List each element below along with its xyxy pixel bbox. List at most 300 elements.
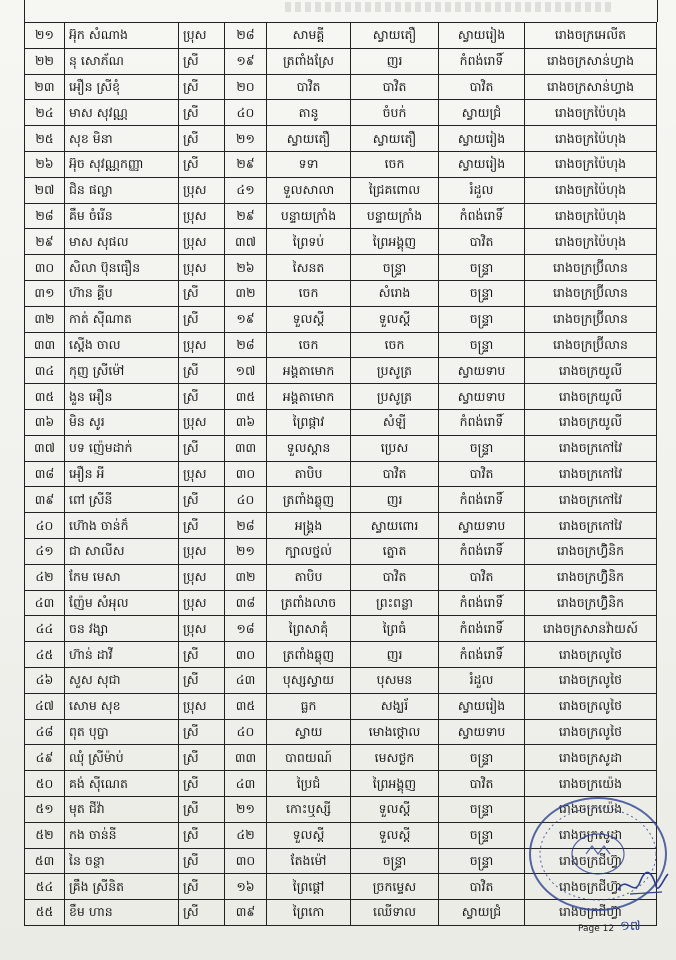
row-number: ៤២	[25, 564, 65, 590]
worker-name: ឈុំ ស្រីម៉ាប់	[65, 745, 179, 771]
birth-commune: តែងម៉ៅ	[267, 848, 351, 874]
home-district: រំដួល	[439, 667, 525, 693]
factory-name: រោងចក្រកៅវៃ	[525, 487, 657, 513]
birth-commune: តានូ	[267, 100, 351, 126]
factory-name: រោងចក្រកៅវៃ	[525, 513, 657, 539]
worker-name: នៃ ចន្ថា	[65, 848, 179, 874]
row-number: ២៦	[25, 151, 65, 177]
factory-name: រោងចក្រប៊្រីលាន	[525, 255, 657, 281]
faded-header-remnant	[285, 2, 615, 12]
home-district: ស្វាយរៀង	[439, 151, 525, 177]
table-row	[25, 255, 657, 281]
birth-commune: កោះឬស្សី	[267, 796, 351, 822]
home-commune: ញរ	[351, 642, 439, 668]
worker-sex: ប្រុស	[179, 590, 225, 616]
worker-name: ញ៉ែម សំអុល	[65, 590, 179, 616]
row-number: ២៨	[25, 203, 65, 229]
factory-name: រោងចក្រលូថៃ	[525, 719, 657, 745]
worker-name: សោម សុខ	[65, 693, 179, 719]
roster-body	[25, 23, 657, 926]
worker-age: ៤២	[225, 822, 267, 848]
table-row	[25, 848, 657, 874]
home-commune: ទួលស្តី	[351, 306, 439, 332]
birth-commune: ទួលស្តី	[267, 822, 351, 848]
worker-name: នុ សោភ័ណ	[65, 48, 179, 74]
home-commune: ចន្ទ្រា	[351, 255, 439, 281]
worker-age: ១៧	[225, 358, 267, 384]
worker-name: គឹម ចំរើន	[65, 203, 179, 229]
home-commune: ញរ	[351, 48, 439, 74]
worker-name: កែម មេសា	[65, 564, 179, 590]
factory-name: រោងចក្រជីហ៊្វា	[525, 874, 657, 900]
worker-age: ១៩	[225, 48, 267, 74]
birth-commune: ត្រពាំងស្រែ	[267, 48, 351, 74]
birth-commune: ទទា	[267, 151, 351, 177]
row-number: ៣៨	[25, 461, 65, 487]
birth-commune: អង្គ្រង	[267, 513, 351, 539]
row-number: ៣១	[25, 280, 65, 306]
home-commune: សំឡី	[351, 409, 439, 435]
home-commune: ប្រេស	[351, 435, 439, 461]
home-district: ចន្ទ្រា	[439, 280, 525, 306]
home-district: ចន្ទ្រា	[439, 796, 525, 822]
worker-age: ៣០	[225, 461, 267, 487]
birth-commune: ទួលស្តី	[267, 306, 351, 332]
worker-name: កុញ ស្រីម៉ៅ	[65, 358, 179, 384]
home-commune: ទួលស្តី	[351, 822, 439, 848]
worker-age: ៣៨	[225, 590, 267, 616]
home-district: កំពង់រោទិ៍	[439, 590, 525, 616]
worker-sex: ស្រី	[179, 306, 225, 332]
worker-name: ពៅ ស្រីនី	[65, 487, 179, 513]
worker-sex: ប្រុស	[179, 616, 225, 642]
table-row	[25, 564, 657, 590]
table-row	[25, 616, 657, 642]
home-district: កំពង់រោទិ៍	[439, 616, 525, 642]
home-district: ស្វាយទាប	[439, 513, 525, 539]
worker-age: ៤៣	[225, 771, 267, 797]
row-number: ២៧	[25, 177, 65, 203]
factory-name: រោងចក្រលូថៃ	[525, 642, 657, 668]
home-district: បាវិត	[439, 74, 525, 100]
table-row	[25, 126, 657, 152]
home-district: កំពង់រោទិ៍	[439, 538, 525, 564]
table-row	[25, 48, 657, 74]
table-row	[25, 822, 657, 848]
home-commune: សង្ឃរ័	[351, 693, 439, 719]
factory-name: រោងចក្រអេលីត	[525, 23, 657, 49]
home-district: ស្វាយរៀង	[439, 23, 525, 49]
row-number: ៤៩	[25, 745, 65, 771]
factory-name: រោងចក្រហ៊្វិនិក	[525, 564, 657, 590]
factory-name: រោងចក្រប៉ៃហុង	[525, 203, 657, 229]
worker-age: ៣៥	[225, 693, 267, 719]
worker-name: សុខ មិនា	[65, 126, 179, 152]
home-commune: ចំបក់	[351, 100, 439, 126]
factory-name: រោងចក្រសាន់ហ្វាង	[525, 48, 657, 74]
birth-commune: បុស្សស្វាយ	[267, 667, 351, 693]
home-district: បាវិត	[439, 874, 525, 900]
table-row	[25, 306, 657, 332]
factory-name: រោងចក្រយូលី	[525, 409, 657, 435]
worker-sex: ស្រី	[179, 151, 225, 177]
home-district: ចន្ទ្រា	[439, 435, 525, 461]
worker-sex: ស្រី	[179, 796, 225, 822]
worker-age: ២៩	[225, 151, 267, 177]
worker-sex: ស្រី	[179, 719, 225, 745]
worker-age: ១៨	[225, 616, 267, 642]
home-district: កំពង់រោទិ៍	[439, 48, 525, 74]
row-number: ២៣	[25, 74, 65, 100]
home-commune: ត្នោត	[351, 538, 439, 564]
factory-name: រោងចក្រយូលី	[525, 384, 657, 410]
worker-age: ២៨	[225, 23, 267, 49]
table-row	[25, 461, 657, 487]
factory-name: រោងចក្រលូថៃ	[525, 667, 657, 693]
row-number: ៥៣	[25, 848, 65, 874]
worker-name: សួស សុជា	[65, 667, 179, 693]
row-number: ៤៣	[25, 590, 65, 616]
worker-name: មុត ជីវ៉ា	[65, 796, 179, 822]
worker-age: ៤០	[225, 100, 267, 126]
home-commune: បាវិត	[351, 461, 439, 487]
birth-commune: ត្រពាំងឆ្លុញ	[267, 642, 351, 668]
worker-age: ៤០	[225, 719, 267, 745]
home-district: ស្វាយរៀង	[439, 693, 525, 719]
home-district: ស្វាយរៀង	[439, 126, 525, 152]
worker-age: ២៨	[225, 513, 267, 539]
home-commune: បាវិត	[351, 74, 439, 100]
birth-commune: ព្រៃផ្កាវ	[267, 409, 351, 435]
worker-sex: ស្រី	[179, 126, 225, 152]
birth-commune: សាមគ្គី	[267, 23, 351, 49]
worker-name: អ៊ុក សំណាង	[65, 23, 179, 49]
home-commune: ចេក	[351, 151, 439, 177]
factory-name: រោងចក្រប៊្រីលាន	[525, 280, 657, 306]
home-district: ស្វាយទាប	[439, 384, 525, 410]
worker-age: ៤៣	[225, 667, 267, 693]
worker-sex: ស្រី	[179, 900, 225, 926]
worker-name: គ្រឹង ស្រីនិត	[65, 874, 179, 900]
table-row	[25, 667, 657, 693]
birth-commune: ត្រពាំងឆ្លុញ	[267, 487, 351, 513]
worker-age: ៣៩	[225, 900, 267, 926]
row-number: ៤០	[25, 513, 65, 539]
factory-name: រោងចក្រប៊្រីលាន	[525, 332, 657, 358]
home-commune: បន្ទាយក្រាំង	[351, 203, 439, 229]
worker-age: ៤១	[225, 177, 267, 203]
row-number: ៣៤	[25, 358, 65, 384]
factory-name: រោងចក្រប៊្រីលាន	[525, 306, 657, 332]
worker-age: ៤០	[225, 487, 267, 513]
worker-age: ៣៦	[225, 409, 267, 435]
row-number: ៣២	[25, 306, 65, 332]
factory-name: រោងចក្រយ៉េង	[525, 796, 657, 822]
home-district: កំពង់រោទិ៍	[439, 487, 525, 513]
birth-commune: បន្ទាយក្រាំង	[267, 203, 351, 229]
row-number: ៤៥	[25, 642, 65, 668]
birth-commune: ចេក	[267, 332, 351, 358]
worker-age: ១៩	[225, 306, 267, 332]
worker-age: ៣៣	[225, 435, 267, 461]
worker-name: បទ ញ៉េមដាក់	[65, 435, 179, 461]
worker-name: ហ៊ាន់ ដាវី	[65, 642, 179, 668]
home-district: ស្វាយទាប	[439, 719, 525, 745]
home-commune: ស្វាយតឿ	[351, 126, 439, 152]
table-row	[25, 900, 657, 926]
home-commune: បាវិត	[351, 564, 439, 590]
factory-name: រោងចក្រហ៊្វិនិក	[525, 538, 657, 564]
table-row	[25, 719, 657, 745]
home-district: ចន្ទ្រា	[439, 848, 525, 874]
worker-name: អឿន ស្រីខុំ	[65, 74, 179, 100]
worker-age: ៣២	[225, 564, 267, 590]
birth-commune: ក្បាលថ្នល់	[267, 538, 351, 564]
factory-name: រោងចក្រប៉ៃហុង	[525, 151, 657, 177]
birth-commune: ត្រពាំងលាច	[267, 590, 351, 616]
row-number: ៤៧	[25, 693, 65, 719]
table-row	[25, 384, 657, 410]
worker-name: ហ៊ាន គ្គីប	[65, 280, 179, 306]
worker-sex: ប្រុស	[179, 23, 225, 49]
table-row	[25, 435, 657, 461]
row-number: ៣០	[25, 255, 65, 281]
home-district: ចន្ទ្រា	[439, 255, 525, 281]
home-district: កំពង់រោទិ៍	[439, 642, 525, 668]
home-district: ស្វាយជ្រំ	[439, 100, 525, 126]
row-number: ២២	[25, 48, 65, 74]
table-row	[25, 100, 657, 126]
worker-name: ជា សាលីស	[65, 538, 179, 564]
table-row	[25, 74, 657, 100]
worker-age: ៣៧	[225, 229, 267, 255]
worker-sex: ស្រី	[179, 487, 225, 513]
home-district: បាវិត	[439, 771, 525, 797]
worker-name: អ៊ុច សុវណ្ណកញ្ញា	[65, 151, 179, 177]
worker-sex: ប្រុស	[179, 177, 225, 203]
birth-commune: ព្រៃកោ	[267, 900, 351, 926]
worker-name: ហ៊ោង ចាន់ក៏	[65, 513, 179, 539]
home-commune: ព្រៃអង្គុញ	[351, 771, 439, 797]
birth-commune: បាពយណ៍	[267, 745, 351, 771]
table-row	[25, 693, 657, 719]
worker-sex: ប្រុស	[179, 564, 225, 590]
worker-sex: ស្រី	[179, 667, 225, 693]
row-number: ៣៩	[25, 487, 65, 513]
table-row	[25, 177, 657, 203]
table-row	[25, 513, 657, 539]
birth-commune: ព្រៃទប់	[267, 229, 351, 255]
worker-name: សិលា ប៊ុនធឿន	[65, 255, 179, 281]
birth-commune: សៃនត	[267, 255, 351, 281]
worker-sex: ប្រុស	[179, 203, 225, 229]
home-commune: មេសថ្ងក	[351, 745, 439, 771]
factory-name: រោងចក្រសូដា	[525, 745, 657, 771]
factory-name: រោងចក្រយ៉េង	[525, 771, 657, 797]
worker-age: ២៨	[225, 332, 267, 358]
home-district: ស្វាយទាប	[439, 358, 525, 384]
row-number: ៥០	[25, 771, 65, 797]
worker-sex: ប្រុស	[179, 461, 225, 487]
worker-sex: ស្រី	[179, 642, 225, 668]
row-number: ៤៤	[25, 616, 65, 642]
worker-sex: ស្រី	[179, 384, 225, 410]
worker-age: ៣២	[225, 280, 267, 306]
factory-name: រោងចក្រហ៊្វិនិក	[525, 590, 657, 616]
factory-name: រោងចក្រយូលី	[525, 358, 657, 384]
worker-sex: ប្រុស	[179, 409, 225, 435]
page-footer	[578, 924, 614, 934]
home-district: រំដួល	[439, 177, 525, 203]
table-row	[25, 280, 657, 306]
birth-commune: ព្រៃសាគុំ	[267, 616, 351, 642]
table-row	[25, 203, 657, 229]
page-number: 12	[602, 924, 615, 934]
row-number: ៥១	[25, 796, 65, 822]
worker-name: ងួន អឿន	[65, 384, 179, 410]
row-number: ២១	[25, 23, 65, 49]
home-commune: ព្រៃអង្គុញ	[351, 229, 439, 255]
worker-name: គង់ ស៊ីណេត	[65, 771, 179, 797]
page-label: Page	[578, 924, 600, 934]
factory-name: រោងចក្រជីហ៊្វា	[525, 900, 657, 926]
home-commune: ប្រសូត្រ	[351, 384, 439, 410]
home-commune: ទួលស្តី	[351, 796, 439, 822]
home-district: ចន្ទ្រា	[439, 745, 525, 771]
birth-commune: ទួលសាលា	[267, 177, 351, 203]
worker-name: មិន សូរ	[65, 409, 179, 435]
home-commune: ញរ	[351, 487, 439, 513]
home-commune: ច្រកម្ទេស	[351, 874, 439, 900]
previous-page-edge	[24, 0, 658, 22]
birth-commune: បាវិត	[267, 74, 351, 100]
table-row	[25, 642, 657, 668]
table-row	[25, 487, 657, 513]
home-commune: ឈើទាល	[351, 900, 439, 926]
row-number: ២៩	[25, 229, 65, 255]
factory-name: រោងចក្រកៅវៃ	[525, 435, 657, 461]
worker-sex: ស្រី	[179, 874, 225, 900]
home-district: បាវិត	[439, 229, 525, 255]
worker-name: មាស សុវណ្ណ	[65, 100, 179, 126]
birth-commune: ប្រៃជំ	[267, 771, 351, 797]
birth-commune: ចេក	[267, 280, 351, 306]
factory-name: រោងចក្រប៉ៃហុង	[525, 100, 657, 126]
worker-sex: ស្រី	[179, 48, 225, 74]
worker-name: មាស សុផល	[65, 229, 179, 255]
row-number: ៥៥	[25, 900, 65, 926]
worker-age: ៣០	[225, 848, 267, 874]
worker-age: ២០	[225, 74, 267, 100]
birth-commune: តាបិប	[267, 461, 351, 487]
row-number: ៣៣	[25, 332, 65, 358]
worker-age: ៣៣	[225, 745, 267, 771]
worker-sex: ស្រី	[179, 100, 225, 126]
birth-commune: អង្គតាមោក	[267, 384, 351, 410]
home-district: បាវិត	[439, 564, 525, 590]
birth-commune: តាបិប	[267, 564, 351, 590]
worker-sex: ប្រុស	[179, 693, 225, 719]
handwritten-page-mark: ១៧	[620, 919, 641, 934]
home-commune: ស្វាយពោរ	[351, 513, 439, 539]
row-number: ២៥	[25, 126, 65, 152]
birth-commune: ធ្លក	[267, 693, 351, 719]
worker-age: ២១	[225, 538, 267, 564]
home-district: ចន្ទ្រា	[439, 332, 525, 358]
factory-name: រោងចក្រសូដា	[525, 822, 657, 848]
row-number: ៥២	[25, 822, 65, 848]
home-commune: ជ្រៃគពោល	[351, 177, 439, 203]
row-number: ៤៨	[25, 719, 65, 745]
table-row	[25, 23, 657, 49]
table-row	[25, 590, 657, 616]
home-district: ចន្ទ្រា	[439, 822, 525, 848]
home-district: បាវិត	[439, 461, 525, 487]
table-row	[25, 151, 657, 177]
worker-sex: ស្រី	[179, 358, 225, 384]
row-number: ៤៦	[25, 667, 65, 693]
worker-sex: ស្រី	[179, 74, 225, 100]
factory-name: រោងចក្រប៉ៃហុង	[525, 229, 657, 255]
table-row	[25, 538, 657, 564]
worker-age: ៣៥	[225, 384, 267, 410]
home-commune: ប្រសូត្រ	[351, 358, 439, 384]
table-row	[25, 796, 657, 822]
worker-sex: ប្រុស	[179, 332, 225, 358]
worker-name: ខឹម ហាន	[65, 900, 179, 926]
birth-commune: ស្វាយ	[267, 719, 351, 745]
table-row	[25, 229, 657, 255]
home-commune: ព្រះពន្លា	[351, 590, 439, 616]
worker-age: ២១	[225, 796, 267, 822]
worker-sex: ស្រី	[179, 435, 225, 461]
worker-name: អឿន អី	[65, 461, 179, 487]
row-number: ២៤	[25, 100, 65, 126]
worker-age: ១៦	[225, 874, 267, 900]
row-number: ៥៤	[25, 874, 65, 900]
factory-name: រោងចក្រកៅវៃ	[525, 461, 657, 487]
row-number: ៣៧	[25, 435, 65, 461]
home-commune: ព្រៃធំ	[351, 616, 439, 642]
birth-commune: ទួលស្តាន	[267, 435, 351, 461]
factory-name: រោងចក្រសានវ៉ាយស៍	[525, 616, 657, 642]
home-commune: បុសមន	[351, 667, 439, 693]
table-row	[25, 771, 657, 797]
birth-commune: អង្គតាមោក	[267, 358, 351, 384]
table-row	[25, 874, 657, 900]
home-district: ចន្ទ្រា	[439, 306, 525, 332]
home-commune: ស្វាយតឿ	[351, 23, 439, 49]
worker-sex: ប្រុស	[179, 538, 225, 564]
worker-age: ២១	[225, 126, 267, 152]
home-commune: មោងថ្កោល	[351, 719, 439, 745]
worker-name: ស្តើង ចាល	[65, 332, 179, 358]
worker-sex: ស្រី	[179, 513, 225, 539]
worker-sex: ស្រី	[179, 745, 225, 771]
worker-age: ២៩	[225, 203, 267, 229]
worker-name: ពុត បុប្ផា	[65, 719, 179, 745]
worker-sex: ស្រី	[179, 771, 225, 797]
row-number: ៤១	[25, 538, 65, 564]
home-district: ស្វាយជ្រំ	[439, 900, 525, 926]
row-number: ៣៦	[25, 409, 65, 435]
factory-name: រោងចក្រជីហ៊្វា	[525, 848, 657, 874]
factory-name: រោងចក្រប៉ៃហុង	[525, 177, 657, 203]
worker-sex: ប្រុស	[179, 255, 225, 281]
worker-age: ២៦	[225, 255, 267, 281]
factory-name: រោងចក្រប៉ៃហុង	[525, 126, 657, 152]
home-commune: ចន្ទ្រា	[351, 848, 439, 874]
